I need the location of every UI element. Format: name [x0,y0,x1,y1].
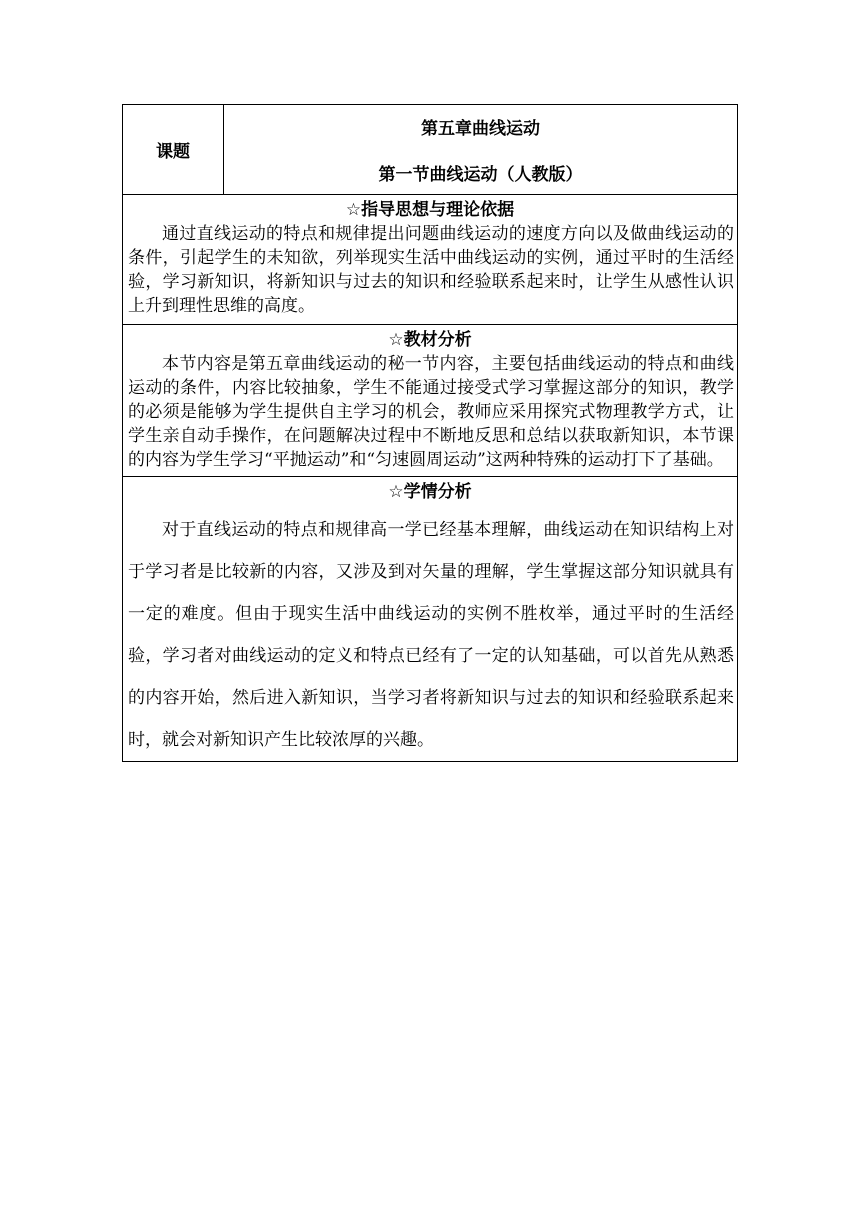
lesson-plan-table [122,104,738,762]
textbook-analysis-heading: ☆教材分析 [388,330,472,350]
textbook-analysis-body: 本节内容是第五章曲线运动的秘一节内容，主要包括曲线运动的特点和曲线运动的条件，内容比较抽象，学生不能通过接受式学习掌握这部分的知识，教学的必须是能够为学生提供自主学习的机会，教师应采用探究式物理教学方式，让学生亲自动手操作，在问题解决过程中不断地反思和总结以获取新知识，本节课的内容为学生学习“平抛运动”和“匀速圆周运动”这两种特殊的运动打下了基础。 [128,354,734,470]
textbook-analysis-section [123,325,738,477]
topic-label: 课题 [123,105,224,195]
chapter-title: 第五章曲线运动 [421,119,540,139]
textbook-analysis-row [123,325,738,477]
guiding-theory-row [123,195,738,325]
student-analysis-section [123,477,738,762]
topic-title-cell [224,105,738,195]
section-title: 第一节曲线运动（人教版） [378,165,583,185]
student-analysis-body: 对于直线运动的特点和规律高一学已经基本理解，曲线运动在知识结构上对于学习者是比较新的内容，又涉及到对矢量的理解，学生掌握这部分知识就具有一定的难度。但由于现实生活中曲线运动的实例不胜枚举，通过平时的生活经验，学习者对曲线运动的定义和特点已经有了一定的认知基础，可以首先从熟悉的内容开始，然后进入新知识，当学习者将新知识与过去的知识和经验联系起来时，就会对新知识产生比较浓厚的兴趣。 [128,520,734,750]
guiding-theory-section [123,195,738,325]
guiding-theory-body: 通过直线运动的特点和规律提出问题曲线运动的速度方向以及做曲线运动的条件，引起学生的未知欲，列举现实生活中曲线运动的实例，通过平时的生活经验，学习新知识，将新知识与过去的知识和经验联系起来时，让学生从感性认识上升到理性思维的高度。 [128,224,734,316]
guiding-theory-heading: ☆指导思想与理论依据 [345,200,515,220]
student-analysis-row [123,477,738,762]
student-analysis-heading: ☆学情分析 [388,482,472,502]
header-row [123,105,738,195]
